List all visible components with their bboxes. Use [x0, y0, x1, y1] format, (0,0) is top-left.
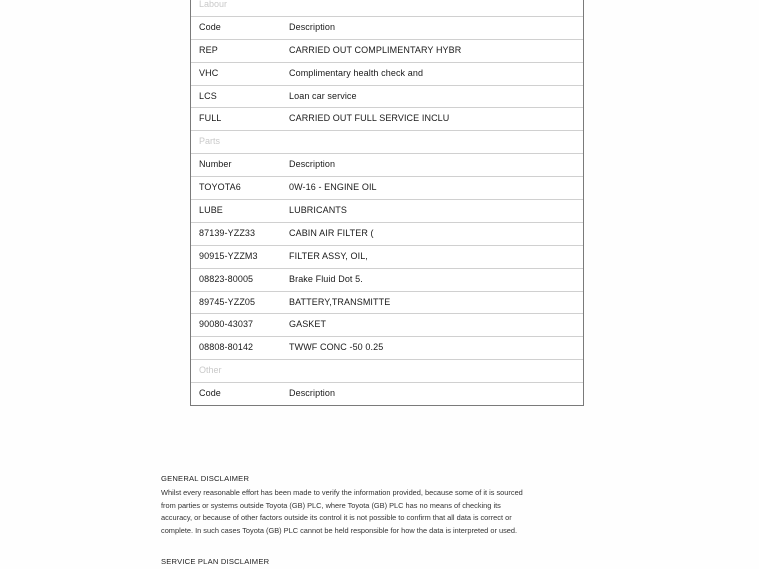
other-description-header: Description: [289, 388, 336, 399]
labour-section-title-row: [191, 0, 583, 17]
labour-code: VHC: [199, 67, 219, 78]
parts-row: [191, 292, 583, 315]
parts-row: [191, 314, 583, 337]
labour-row: [191, 40, 583, 63]
other-header-row: [191, 383, 583, 405]
other-code-header: Code: [199, 388, 221, 399]
service-plan-disclaimer-heading: SERVICE PLAN DISCLAIMER: [161, 557, 270, 566]
part-description: BATTERY,TRANSMITTE: [289, 296, 391, 307]
part-number: 87139-YZZ33: [199, 227, 256, 238]
parts-row: [191, 337, 583, 360]
labour-code-header: Code: [199, 21, 221, 32]
part-description: FILTER ASSY, OIL,: [289, 250, 368, 261]
labour-description-header: Description: [289, 21, 336, 32]
part-description: 0W-16 - ENGINE OIL: [289, 182, 377, 193]
labour-description: Complimentary health check and: [289, 67, 424, 78]
part-description: CABIN AIR FILTER (: [289, 227, 374, 238]
part-description: GASKET: [289, 319, 327, 330]
labour-description: CARRIED OUT FULL SERVICE INCLU: [289, 113, 450, 124]
labour-row: [191, 108, 583, 131]
parts-row: [191, 177, 583, 200]
parts-number-header: Number: [199, 159, 232, 170]
general-disclaimer-heading: GENERAL DISCLAIMER: [161, 474, 250, 483]
parts-section-title-row: [191, 131, 583, 154]
part-number: 89745-YZZ05: [199, 296, 256, 307]
parts-header-row: [191, 154, 583, 177]
general-disclaimer: [161, 474, 621, 537]
labour-row: [191, 86, 583, 109]
parts-row: [191, 246, 583, 269]
labour-code: FULL: [199, 113, 222, 124]
part-number: 08823-80005: [199, 273, 254, 284]
parts-row: [191, 269, 583, 292]
disclaimer-line: accuracy, or because of other factors outside its control it is not possible to confirm that all data is correct or: [161, 513, 512, 523]
part-number: LUBE: [199, 205, 223, 216]
part-description: Brake Fluid Dot 5.: [289, 273, 363, 284]
labour-row: [191, 63, 583, 86]
labour-description: CARRIED OUT COMPLIMENTARY HYBR: [289, 44, 462, 55]
part-number: 90080-43037: [199, 319, 254, 330]
disclaimer-line: from parties or systems outside Toyota (GB) PLC, where Toyota (GB) PLC has no means of checking its: [161, 500, 501, 510]
part-description: TWWF CONC -50 0.25: [289, 342, 384, 353]
part-description: LUBRICANTS: [289, 205, 348, 216]
part-number: TOYOTA6: [199, 182, 241, 193]
service-details-table: [190, 0, 584, 406]
disclaimer-line: complete. In such cases Toyota (GB) PLC cannot be held responsible for how the data is interpreted or used.: [161, 525, 518, 535]
general-disclaimer-text: [161, 487, 621, 537]
labour-code: REP: [199, 44, 218, 55]
parts-section-title: Parts: [199, 136, 221, 147]
service-plan-disclaimer: [161, 557, 621, 566]
parts-row: [191, 223, 583, 246]
parts-description-header: Description: [289, 159, 336, 170]
other-section-title-row: [191, 360, 583, 383]
labour-description: Loan car service: [289, 90, 357, 101]
parts-row: [191, 200, 583, 223]
labour-header-row: [191, 17, 583, 40]
part-number: 90915-YZZM3: [199, 250, 258, 261]
other-section-title: Other: [199, 365, 222, 376]
part-number: 08808-80142: [199, 342, 254, 353]
labour-section-title: Labour: [199, 0, 228, 9]
disclaimer-line: Whilst every reasonable effort has been made to verify the information provided, because some of it is sourced: [161, 488, 523, 497]
labour-code: LCS: [199, 90, 217, 101]
